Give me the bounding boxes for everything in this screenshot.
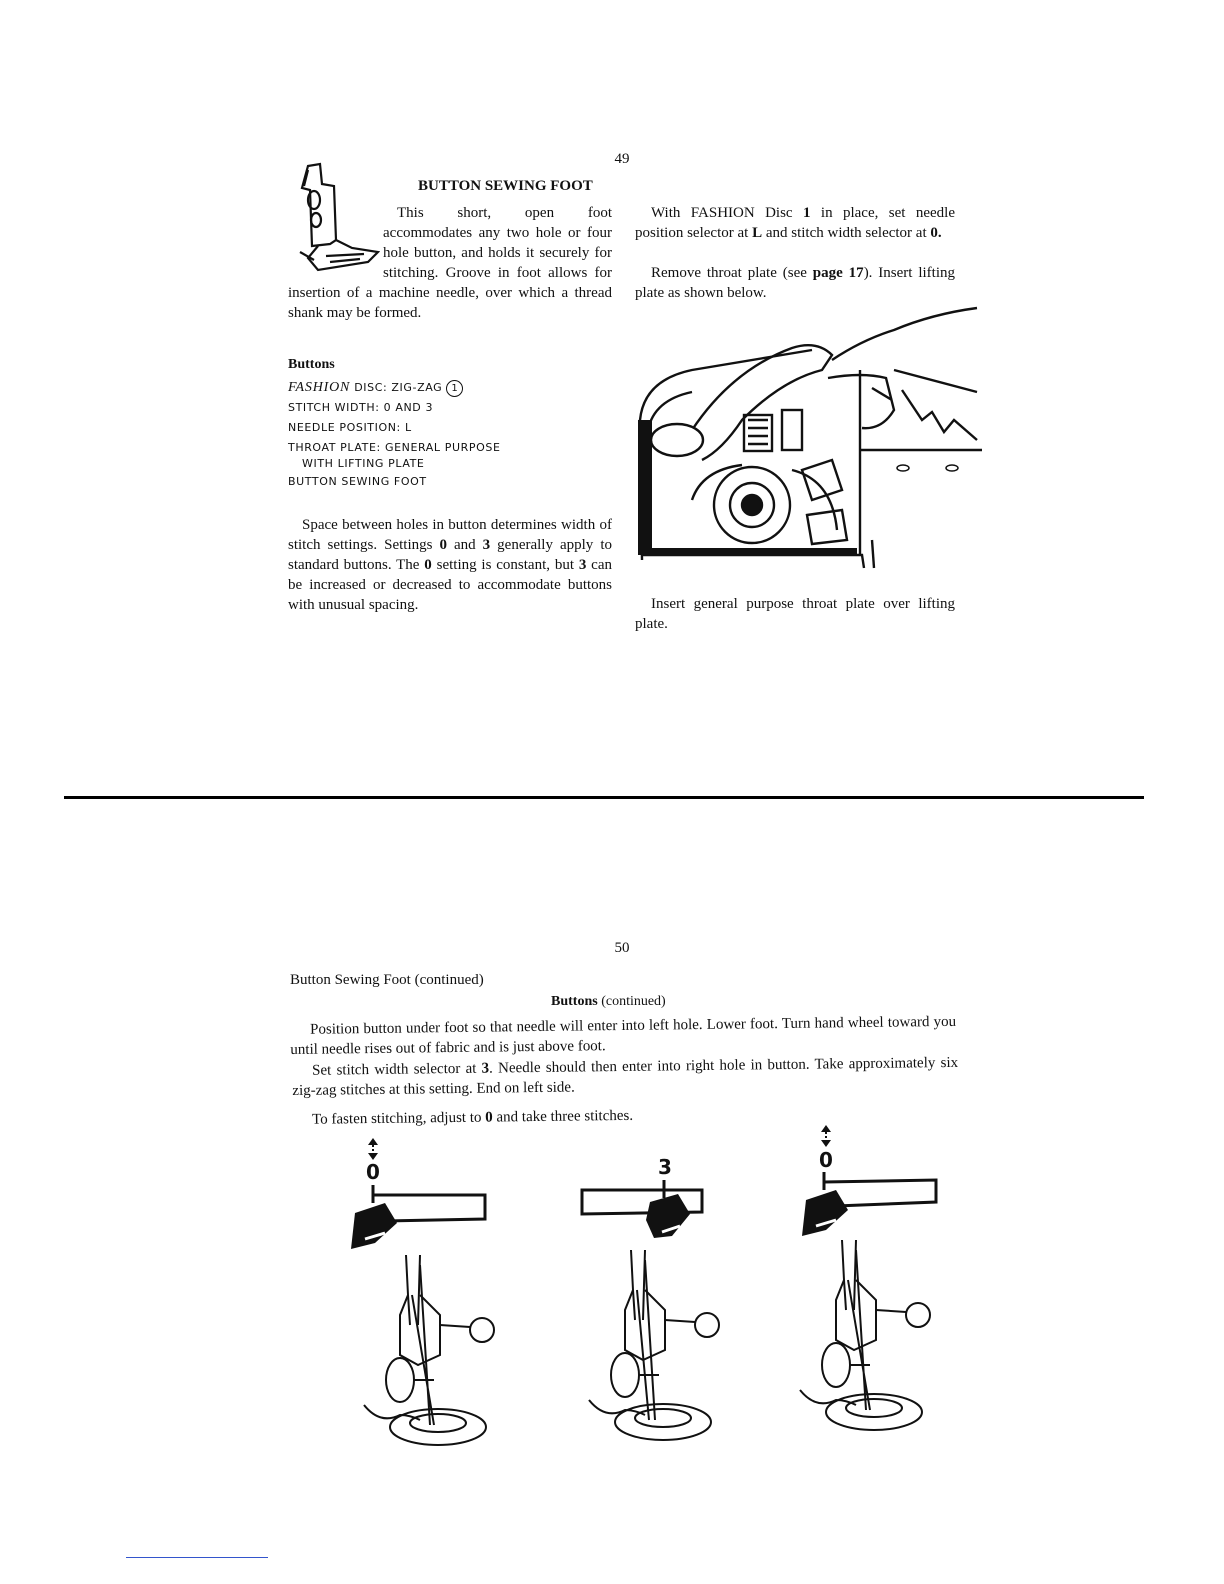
arrow-up-down-icon (366, 1138, 380, 1160)
spec-fashion: FASHION (288, 380, 351, 395)
lifting-plate-illustration (632, 300, 982, 572)
needle-button-figure-2 (585, 1250, 725, 1450)
page-divider (64, 796, 1144, 799)
spacing-paragraph: Space between holes in button determines width of stitch settings. Settings 0 and 3 generally apply to standard buttons. The 0 setting is constant, but 3 can be increased or decreased to accommodate buttons with unusual spacing. (288, 517, 612, 613)
setting-label-1: 0 (366, 1160, 380, 1184)
footer-line (126, 1557, 268, 1558)
section-title-buttons: Buttons (288, 357, 335, 372)
needle-button-figure-1 (360, 1255, 500, 1455)
instruction-1: Position button under foot so that needle will enter into left hole. Lower foot. Turn hand wheel toward you until needle rises out of fabric and is just above foot. (290, 1013, 957, 1058)
setting-label-3: 0 (819, 1148, 833, 1172)
intro-text: This short, open foot accommodates any two hole or four hole button, and holds it securely for stitching. Groove in foot allows for insertion of a machine needle, over which a thread shank may be formed. (288, 205, 612, 321)
spec-disc (288, 378, 608, 398)
right-para-2: Remove throat plate (see page 17). Insert lifting plate as shown below. (635, 265, 956, 301)
instruction-2: Set stitch width selector at 3. Needle should then enter into right hole in button. Take approximately six zig-zag stitches at this setting. End on left side. (292, 1054, 959, 1099)
heading-button-sewing-foot: BUTTON SEWING FOOT (418, 178, 593, 194)
stitch-width-selector-3 (796, 1172, 946, 1242)
lifting-plate-caption: Insert general purpose throat plate over lifting plate. (635, 596, 955, 632)
needle-button-figure-3 (796, 1240, 936, 1440)
spec-needle-position: NEEDLE POSITION: L (288, 421, 412, 434)
stitch-width-selector-2 (578, 1180, 718, 1250)
disc-symbol-icon: 1 (446, 380, 463, 397)
arrow-up-down-icon (819, 1125, 833, 1147)
spec-disc-label: DISC: ZIG-ZAG (354, 381, 443, 394)
setting-label-2: 3 (658, 1155, 672, 1179)
subheading-buttons-continued: Buttons (continued) (551, 994, 666, 1009)
instruction-3: To fasten stitching, adjust to 0 and take three stitches. (312, 1107, 634, 1128)
spec-throat-plate: THROAT PLATE: GENERAL PURPOSE (288, 441, 501, 454)
spec-foot: BUTTON SEWING FOOT (288, 475, 427, 488)
stitch-width-selector-1 (345, 1185, 495, 1255)
page-number-50: 50 (614, 940, 630, 956)
page-number-49: 49 (614, 151, 630, 167)
running-head: Button Sewing Foot (continued) (290, 972, 484, 988)
spec-stitch-width: STITCH WIDTH: 0 AND 3 (288, 401, 434, 414)
right-para-1: With FASHION Disc 1 in place, set needle position selector at L and stitch width selector at 0. (635, 205, 955, 241)
spec-throat-plate-cont: WITH LIFTING PLATE (302, 457, 425, 470)
intro-paragraph (288, 203, 612, 323)
specs-list (288, 378, 608, 492)
